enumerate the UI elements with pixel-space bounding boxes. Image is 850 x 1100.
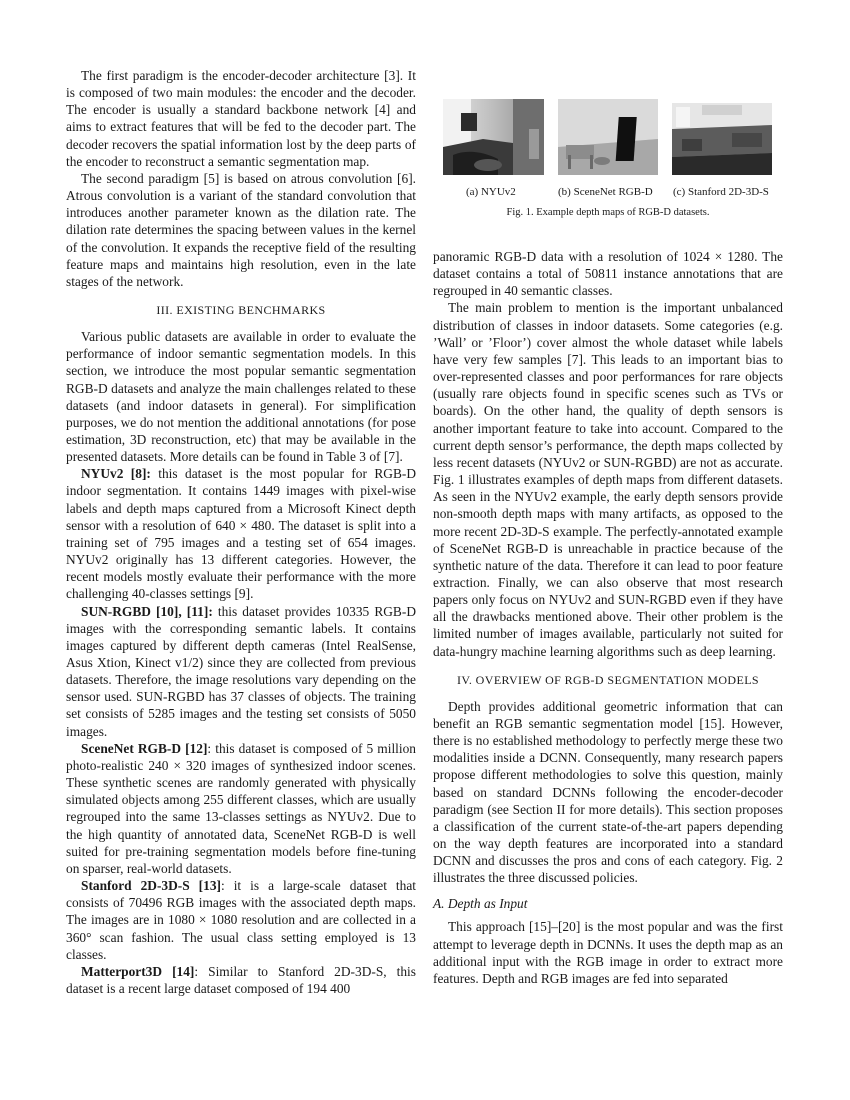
stanford-title: Stanford 2D-3D-S [13] <box>81 878 221 894</box>
paragraph-matterport-cont: panoramic RGB-D data with a resolution of 1024 × 1280. The dataset contains a total of 50811 instance annotations that are regrouped in 40 semantic classes. <box>433 249 783 299</box>
paragraph-matterport <box>66 963 416 997</box>
section-heading-overview: IV. OVERVIEW OF RGB-D SEGMENTATION MODELS <box>456 672 760 687</box>
paragraph-overview: Depth provides additional geometric information that can benefit an RGB semantic segmentation model [15]. However, there is no established methodology to perfectly merge these two modalities inside a DCNN. Consequently, many research papers propose different methodologies to solve this question, mainly based on standard DCNNs following the encoder-decoder paradigm (see Section II for more details). This section proposes a classification of the current state-of-the-art papers depending on the way depth features are incorporated into a standard DCNN and discusses the pros and cons of each category. Fig. 2 illustrates the three discussed policies. <box>433 698 783 886</box>
paragraph-encoder-decoder: The first paradigm is the encoder-decoder architecture [3]. It is composed of two main modules: the encoder and the decoder. The encoder is usually a standard backbone network [4] and aims to extract features that will be fed to the decoder part. The decoder recovers the spatial information lost by the deep parts of the encoder to reconstruct a semantic segmentation map. <box>66 68 416 169</box>
stanford-text: : it is a large-scale dataset that consists of 70496 RGB images with the associated depth maps. The images are in 1080 × 1080 resolution and are collected in a 360° scan fashion. The usual class setting employed is 13 classes. <box>66 878 416 962</box>
section-heading-benchmarks: III. EXISTING BENCHMARKS <box>156 303 326 318</box>
stanford-depth-image <box>672 103 772 175</box>
figure-sublabel-a: (a) NYUv2 <box>466 186 516 198</box>
scenenet-title: SceneNet RGB-D [12] <box>81 740 208 756</box>
figure-sublabel-c: (c) Stanford 2D-3D-S <box>673 186 769 198</box>
paragraph-stanford <box>66 877 416 963</box>
sunrgbd-title: SUN-RGBD [10], [11]: <box>81 603 213 619</box>
paragraph-atrous: The second paradigm [5] is based on atrous convolution [6]. Atrous convolution is a variant of the standard convolution that introduces another parameter known as the dilation rate. The dilation rate determines the spacing between values in the kernel of the convolution. It expands the receptive field of the resulting feature maps and maintains high resolution, even in the late stages of the network. <box>66 170 416 289</box>
subsection-heading-depth-input: A. Depth as Input <box>433 896 528 912</box>
scenenet-depth-image <box>558 99 658 175</box>
matterport-text: : Similar to Stanford 2D-3D-S, this dataset is a recent large dataset composed of 194 400 <box>66 963 416 996</box>
figure-sublabel-b: (b) SceneNet RGB-D <box>558 186 653 198</box>
left-column <box>66 67 416 997</box>
figure-caption: Fig. 1. Example depth maps of RGB-D datasets. <box>506 207 710 218</box>
sunrgbd-text: this dataset provides 10335 RGB-D images with the corresponding semantic labels. It contains images captured by different depth cameras (Intel RealSense, Asus Xtion, Kinect v1/2) since they are collected from previous datasets. Therefore, the image resolutions vary depending on the sensor used. SUN-RGBD has 37 classes of objects. The training set consists of 5285 images and the testing set consists of 5050 images. <box>66 603 416 739</box>
nyuv2-text: this dataset is the most popular for RGB-D indoor segmentation. It contains 1449 images with pixel-wise labels and depth maps captured from a Microsoft Kinect depth sensor with a resolution of 640 × 480. The dataset is split into a training set of 795 images and a testing set of 654 images. NYUv2 originally has 13 different categories. However, the recent models mostly evaluate their performance with the more challenging 40-classes settings [9]. <box>66 466 416 602</box>
paragraph-scenenet <box>66 740 416 877</box>
nyuv2-depth-image <box>443 99 544 175</box>
paragraph-main-problem: The main problem to mention is the important unbalanced distribution of classes in indoor datasets. Some categories (e.g. ’Wall’ or ’Floor’) cover almost the whole dataset while labels have very few samples [7]. This leads to an important bias to over-represented classes and poor performances for rare objects (usually rare objects found in specific scenes such as TVs or boards). On the other hand, the quality of depth sensors is another important feature to take into account. Compared to the current depth sensor’s performance, the depth maps collected by less recent datasets (NYUv2 or SUN-RGBD) are not as accurate. Fig. 1 illustrates examples of depth maps from different datasets. As seen in the NYUv2 example, the early depth sensors provide non-smooth depth maps with many artifacts, as opposed to the more recent 2D-3D-S example. The perfectly-annotated example of SceneNet RGB-D is unreachable in practice because of the synthetic nature of the data. Therefore it can lead to poor feature extraction. Finally, we can also observe that most research papers only focus on NYUv2 and SUN-RGBD even if they have all the drawbacks mentioned above. Their other problem is the limited number of images available, particularly not suited for data-hungry machine learning algorithms such as deep learning. <box>433 300 783 659</box>
nyuv2-title: NYUv2 [8]: <box>81 466 151 482</box>
paragraph-nyuv2 <box>66 465 416 602</box>
matterport-title: Matterport3D [14] <box>81 963 195 979</box>
paragraph-depth-input: This approach [15]–[20] is the most popular and was the first attempt to leverage depth in DCNNs. It uses the depth map as an additional input with the RGB image in order to extract more features. Depth and RGB images are fed into separated <box>433 919 783 986</box>
paragraph-benchmarks-intro: Various public datasets are available in order to evaluate the performance of indoor semantic segmentation models. In this section, we introduce the most popular semantic segmentation RGB-D datasets and analyze the main challenges related to these datasets (and indoor datasets in general). For simplification purposes, we do not mention the additional annotations (for pose estimation, 3D reconstruction, etc) that may be available in the presented datasets. More details can be found in Table 3 of [7]. <box>66 329 416 465</box>
scenenet-text: : this dataset is composed of 5 million photo-realistic 240 × 320 images of synthesized indoor scenes. These synthetic scenes are randomly generated with physically simulated objects among 255 different classes, which are usually regrouped into the same 13-classes settings as NYUv2. Due to the high quantity of annotated data, SceneNet RGB-D is well suited for pre-training segmentation models before fine-tuning on sparser, real-world datasets. <box>66 740 416 876</box>
right-column <box>433 248 783 987</box>
paragraph-sunrgbd <box>66 603 416 740</box>
figure-1 <box>433 95 783 225</box>
